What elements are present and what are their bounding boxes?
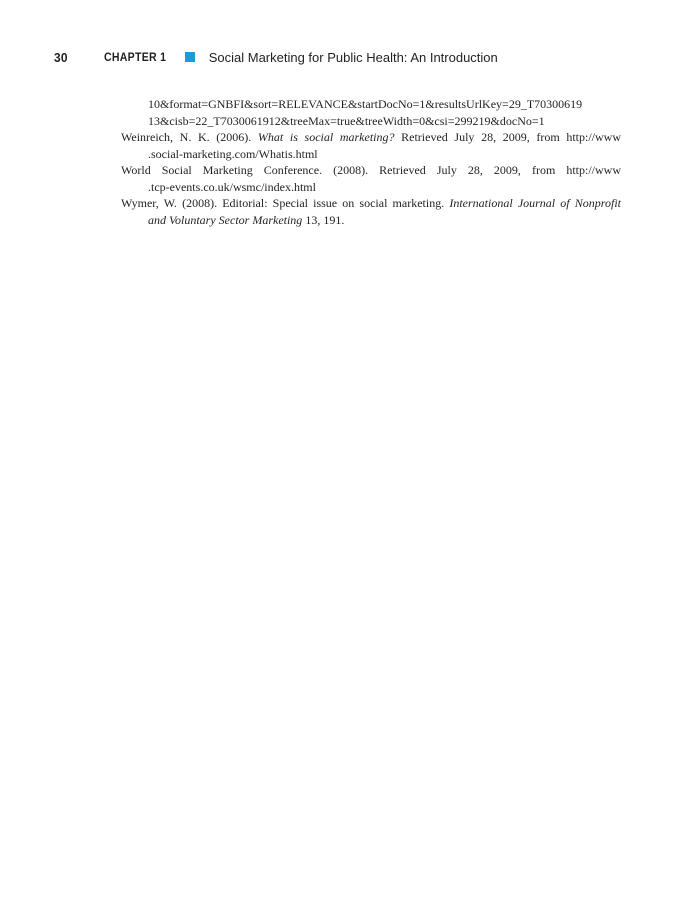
reference-line [148,212,621,229]
reference-line [121,195,621,212]
reference-text: World Social Marketing Conference. (2008). Retrieved July 28, 2009, from http://www [121,163,621,177]
reference-url-tail: .tcp-events.co.uk/wsmc/index.html [148,179,316,194]
reference-url-line: 13&cisb=22_T7030061912&treeMax=true&treeWidth=0&csi=299219&docNo=1 [148,113,545,128]
reference-wsmc [121,162,621,195]
running-header [54,47,659,67]
reference-continuation [121,96,621,129]
reference-weinreich [121,129,621,162]
reference-url-tail: .social-marketing.com/Whatis.html [148,146,318,161]
reference-wymer [121,195,621,228]
page-number: 30 [54,49,68,65]
reference-text: Wymer, W. (2008). Editorial: Special issue on social marketing. [121,196,450,210]
reference-line [121,129,621,146]
reference-journal: and Voluntary Sector Marketing [148,212,303,227]
reference-authors: Weinreich, N. K. (2006). [121,130,258,144]
running-title: Social Marketing for Public Health: An Introduction [208,49,498,65]
reference-journal: International Journal of Nonprofit [449,196,621,210]
reference-retrieved: Retrieved July 28, 2009, from http://www [394,130,621,144]
blue-square-icon [185,52,195,62]
chapter-label: CHAPTER 1 [104,50,167,64]
reference-url-line: 10&format=GNBFI&sort=RELEVANCE&startDocNo=1&resultsUrlKey=29_T70300619 [148,97,583,111]
reference-title: What is social marketing? [257,130,395,144]
reference-list [121,96,621,228]
reference-volume-pages: 13, 191. [302,212,345,227]
